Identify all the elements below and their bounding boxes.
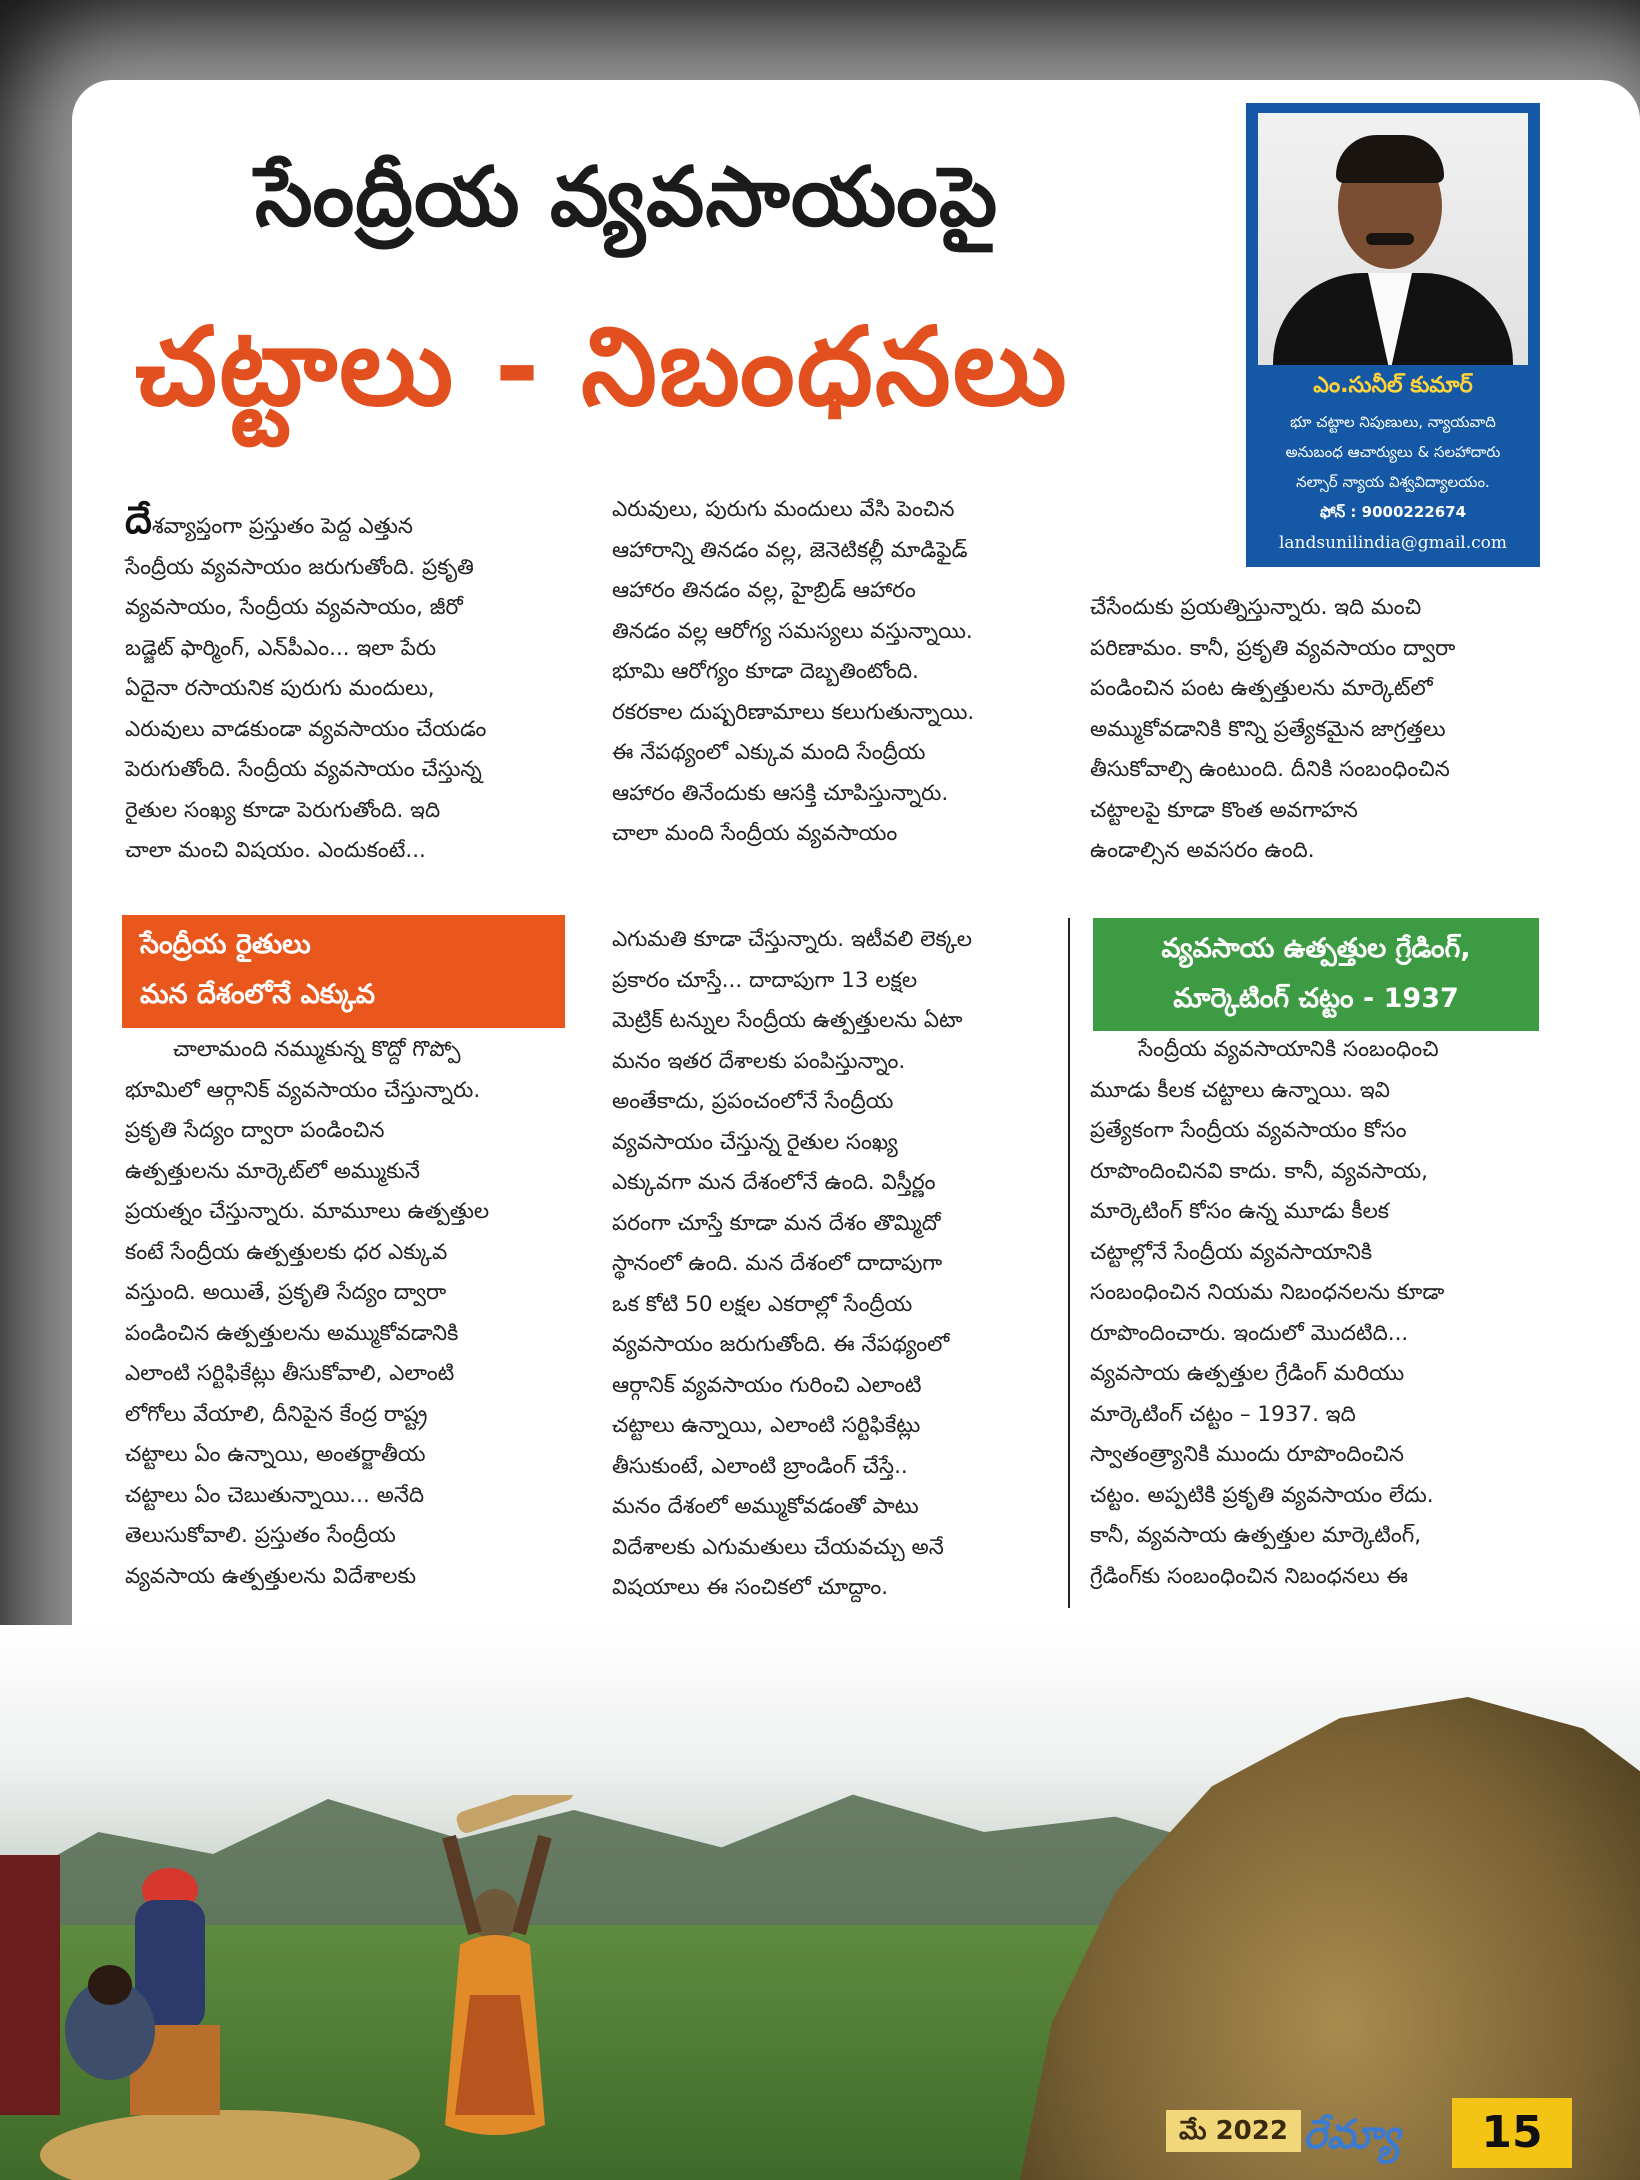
text-line: వ్యవసాయం జరుగుతోంది. ఈ నేపథ్యంలో: [612, 1332, 950, 1357]
text-line: ఎక్కువగా మన దేశంలోనే ఉంది. విస్తీర్ణం: [612, 1170, 936, 1195]
text-line: మనం ఇతర దేశాలకు పంపిస్తున్నాం.: [612, 1048, 906, 1074]
text-line: భూమి ఆరోగ్యం కూడా దెబ్బతింటోంది.: [612, 659, 919, 684]
text-line: మూడు కీలక చట్టాలు ఉన్నాయి. ఇవి: [1090, 1077, 1390, 1103]
intro-col-3: [1090, 588, 1455, 872]
text-line: చట్టాల్లోనే సేంద్రీయ వ్యవసాయానికి: [1090, 1239, 1373, 1265]
text-line: వ్యవసాయం, సేంద్రీయ వ్యవసాయం, జీరో: [125, 595, 463, 620]
text-line: రూపొందించినవి కాదు. కానీ, వ్యవసాయ,: [1090, 1158, 1428, 1184]
text-line: తీసుకోవాల్సి ఉంటుంది. దీనికి సంబంధించిన: [1090, 757, 1450, 782]
title-line-2: చట్టాలు - నిబంధనలు: [135, 305, 1069, 430]
text-line: వ్యవసాయ ఉత్పత్తులను విదేశాలకు: [125, 1563, 417, 1589]
text-line: ఒక కోటి 50 లక్షల ఎకరాల్లో సేంద్రీయ: [612, 1291, 913, 1317]
title-line-1: సేంద్రీయ వ్యవసాయంపై: [255, 150, 999, 245]
section-heading-line: వ్యవసాయ ఉత్పత్తుల గ్రేడింగ్,: [1161, 933, 1471, 964]
text-line: చాలా మంచి విషయం. ఎందుకంటే...: [125, 838, 426, 863]
text-line: చాలామంది నమ్ముకున్న కొద్దో గొప్పో: [173, 1037, 461, 1062]
text-line: ఈ నేపథ్యంలో ఎక్కువ మంది సేంద్రీయ: [612, 740, 926, 765]
text-line: చట్టం. అప్పటికి ప్రకృతి వ్యవసాయం లేదు.: [1090, 1482, 1434, 1508]
text-line: కంటే సేంద్రీయ ఉత్పత్తులకు ధర ఎక్కువ: [125, 1239, 448, 1265]
text-line: స్వాతంత్ర్యానికి ముందు రూపొందించిన: [1090, 1442, 1404, 1467]
section2-body: [1090, 1030, 1444, 1597]
author-title-1: భూ చట్టాల నిపుణులు, న్యాయవాది: [1290, 413, 1496, 431]
text-line: మార్కెటింగ్ చట్టం – 1937. ఇది: [1090, 1401, 1356, 1427]
intro-first-line: [125, 500, 486, 548]
text-line: లోగోలు వేయాలి, దీనిపైన కేంద్ర రాష్ట్ర: [125, 1401, 428, 1427]
text-line: ఆహారం తినడం వల్ల, హైబ్రిడ్ ఆహారం: [612, 578, 916, 603]
text-line: స్థానంలో ఉంది. మన దేశంలో దాదాపుగా: [612, 1251, 943, 1276]
text-line: చట్టాలు ఏం చెబుతున్నాయి... అనేది: [125, 1482, 425, 1508]
text-line: ఆహారాన్ని తినడం వల్ల, జెనెటికల్లీ మాడిఫైడ్: [612, 537, 968, 563]
section-heading-line: మన దేశంలోనే ఎక్కువ: [140, 979, 376, 1010]
text-line: ఎగుమతి కూడా చేస్తున్నారు. ఇటీవలి లెక్కల: [612, 927, 973, 952]
text-line: పరిణామం. కానీ, ప్రకృతి వ్యవసాయం ద్వారా: [1090, 635, 1456, 661]
section-heading-line: మార్కెటింగ్ చట్టం - 1937: [1173, 983, 1459, 1014]
text-line: అమ్ముకోవడానికి కొన్ని ప్రత్యేకమైన జాగ్రత్తలు: [1090, 716, 1446, 742]
author-photo: [1258, 113, 1528, 365]
text-line: ఎరువులు, పురుగు మందులు వేసి పెంచిన: [612, 497, 955, 522]
intro-col-2: [612, 490, 974, 855]
text-line: చాలా మంది సేంద్రీయ వ్యవసాయం: [612, 821, 898, 846]
farmers-figures: [0, 1795, 720, 2180]
text-line: విషయాలు ఈ సంచికలో చూద్దాం.: [612, 1575, 889, 1600]
section-heading-line: సేంద్రీయ రైతులు: [140, 929, 311, 960]
text-line: గ్రేడింగ్‌కు సంబంధించిన నిబంధనలు ఈ: [1090, 1563, 1408, 1589]
text-line: రకరకాల దుష్పరిణామాలు కలుగుతున్నాయి.: [612, 699, 975, 725]
text-line: చేసేందుకు ప్రయత్నిస్తున్నారు. ఇది మంచి: [1090, 595, 1422, 620]
text-line: ఎలాంటి సర్టిఫికేట్లు తీసుకోవాలి, ఎలాంటి: [125, 1361, 455, 1386]
text-line: తీసుకుంటే, ఎలాంటి బ్రాండింగ్ చేస్తే..: [612, 1453, 908, 1479]
text-line: మార్కెటింగ్ కోసం ఉన్న మూడు కీలక: [1090, 1199, 1390, 1224]
text-line: సేంద్రీయ వ్యవసాయం జరుగుతోంది. ప్రకృతి: [125, 554, 474, 580]
text-line: వ్యవసాయ ఉత్పత్తుల గ్రేడింగ్ మరియు: [1090, 1361, 1405, 1386]
section1-body: [125, 1030, 489, 1597]
text-line: ప్రకారం చూస్తే... దాదాపుగా 13 లక్షల: [612, 967, 918, 993]
text-line: పండించిన ఉత్పత్తులను అమ్ముకోవడానికి: [125, 1320, 459, 1346]
drop-cap: దే: [125, 498, 152, 542]
issue-month: మే 2022: [1166, 2110, 1301, 2152]
text-line: సేంద్రీయ వ్యవసాయానికి సంబంధించి: [1138, 1037, 1439, 1062]
text-line: ప్రత్యేకంగా సేంద్రీయ వ్యవసాయం కోసం: [1090, 1118, 1407, 1143]
text-line: పండించిన పంట ఉత్పత్తులను మార్కెట్‌లో: [1090, 676, 1433, 701]
text-line: మెట్రిక్ టన్నుల సేంద్రీయ ఉత్పత్తులను ఏటా: [612, 1008, 963, 1033]
magazine-brand: రేమ్యా: [1303, 2112, 1401, 2158]
author-phone: ఫోన్ : 9000222674: [1319, 503, 1467, 521]
section-heading-organic-farmers: [122, 915, 565, 1028]
text-line: చట్టాలపై కూడా కొంత అవగాహన: [1090, 797, 1358, 823]
text-line: అంతేకాదు, ప్రపంచంలోనే సేంద్రీయ: [612, 1089, 894, 1114]
text-line: భూమిలో ఆర్గానిక్ వ్యవసాయం చేస్తున్నారు.: [125, 1077, 481, 1103]
text-line: చట్టాలు ఏం ఉన్నాయి, అంతర్జాతీయ: [125, 1442, 426, 1467]
author-title-3: నల్సార్ న్యాయ విశ్వవిద్యాలయం.: [1296, 473, 1490, 491]
text-line: వ్యవసాయం చేస్తున్న రైతుల సంఖ్య: [612, 1129, 898, 1155]
text-line: విదేశాలకు ఎగుమతులు చేయవచ్చు అనే: [612, 1534, 944, 1560]
text-line: శవ్యాప్తంగా ప్రస్తుతం పెద్ద ఎత్తున: [151, 514, 413, 539]
author-name: ఎం.సునీల్ కుమార్: [1313, 373, 1473, 398]
text-line: రైతుల సంఖ్య కూడా పెరుగుతోంది. ఇది: [125, 797, 441, 823]
text-line: బడ్జెట్ ఫార్మింగ్, ఎన్‌పీఎం... ఇలా పేరు: [125, 635, 437, 661]
text-line: పరంగా చూస్తే కూడా మన దేశం తొమ్మిదో: [612, 1210, 941, 1236]
column-divider: [1068, 918, 1070, 1608]
text-line: ఏదైనా రసాయనిక పురుగు మందులు,: [125, 676, 435, 701]
author-email: landsunilindia@gmail.com: [1278, 533, 1508, 553]
text-line: తినడం వల్ల ఆరోగ్య సమస్యలు వస్తున్నాయి.: [612, 618, 973, 644]
text-line: వస్తుంది. అయితే, ప్రకృతి సేద్యం ద్వారా: [125, 1280, 447, 1305]
photo-moustache: [1366, 233, 1414, 245]
text-line: కానీ, వ్యవసాయ ఉత్పత్తుల మార్కెటింగ్,: [1090, 1523, 1422, 1548]
author-title-2: అనుబంధ ఆచార్యులు & సలహాదారు: [1285, 443, 1501, 461]
text-line: ప్రకృతి సేద్యం ద్వారా పండించిన: [125, 1118, 385, 1143]
text-line: ప్రయత్నం చేస్తున్నారు. మామూలు ఉత్పత్తుల: [125, 1199, 490, 1224]
text-line: ఉండాల్సిన అవసరం ఉంది.: [1090, 838, 1315, 863]
page-number: 15: [1452, 2098, 1572, 2168]
middle-col: [612, 920, 972, 1609]
text-line: ఆర్గానిక్ వ్యవసాయం గురించి ఎలాంటి: [612, 1372, 922, 1398]
text-line: రూపొందించారు. ఇందులో మొదటిది...: [1090, 1320, 1409, 1346]
intro-col-1: [125, 500, 486, 872]
section-heading-grading-act: [1093, 918, 1539, 1031]
text-line: తెలుసుకోవాలి. ప్రస్తుతం సేంద్రీయ: [125, 1523, 396, 1548]
text-line: మనం దేశంలో అమ్ముకోవడంతో పాటు: [612, 1494, 919, 1519]
text-line: చట్టాలు ఉన్నాయి, ఎలాంటి సర్టిఫికేట్లు: [612, 1413, 921, 1438]
author-box: [1246, 103, 1540, 567]
text-line: ఎరువులు వాడకుండా వ్యవసాయం చేయడం: [125, 716, 487, 742]
text-line: పెరుగుతోంది. సేంద్రీయ వ్యవసాయం చేస్తున్న: [125, 757, 482, 782]
text-line: ఆహారం తినేందుకు ఆసక్తి చూపిస్తున్నారు.: [612, 780, 949, 806]
text-line: సంబంధించిన నియమ నిబంధనలను కూడా: [1090, 1280, 1445, 1305]
farm-scene-image: [0, 1625, 1640, 2180]
text-line: ఉత్పత్తులను మార్కెట్‌లో అమ్ముకునే: [125, 1158, 420, 1184]
photo-hair: [1336, 135, 1444, 183]
